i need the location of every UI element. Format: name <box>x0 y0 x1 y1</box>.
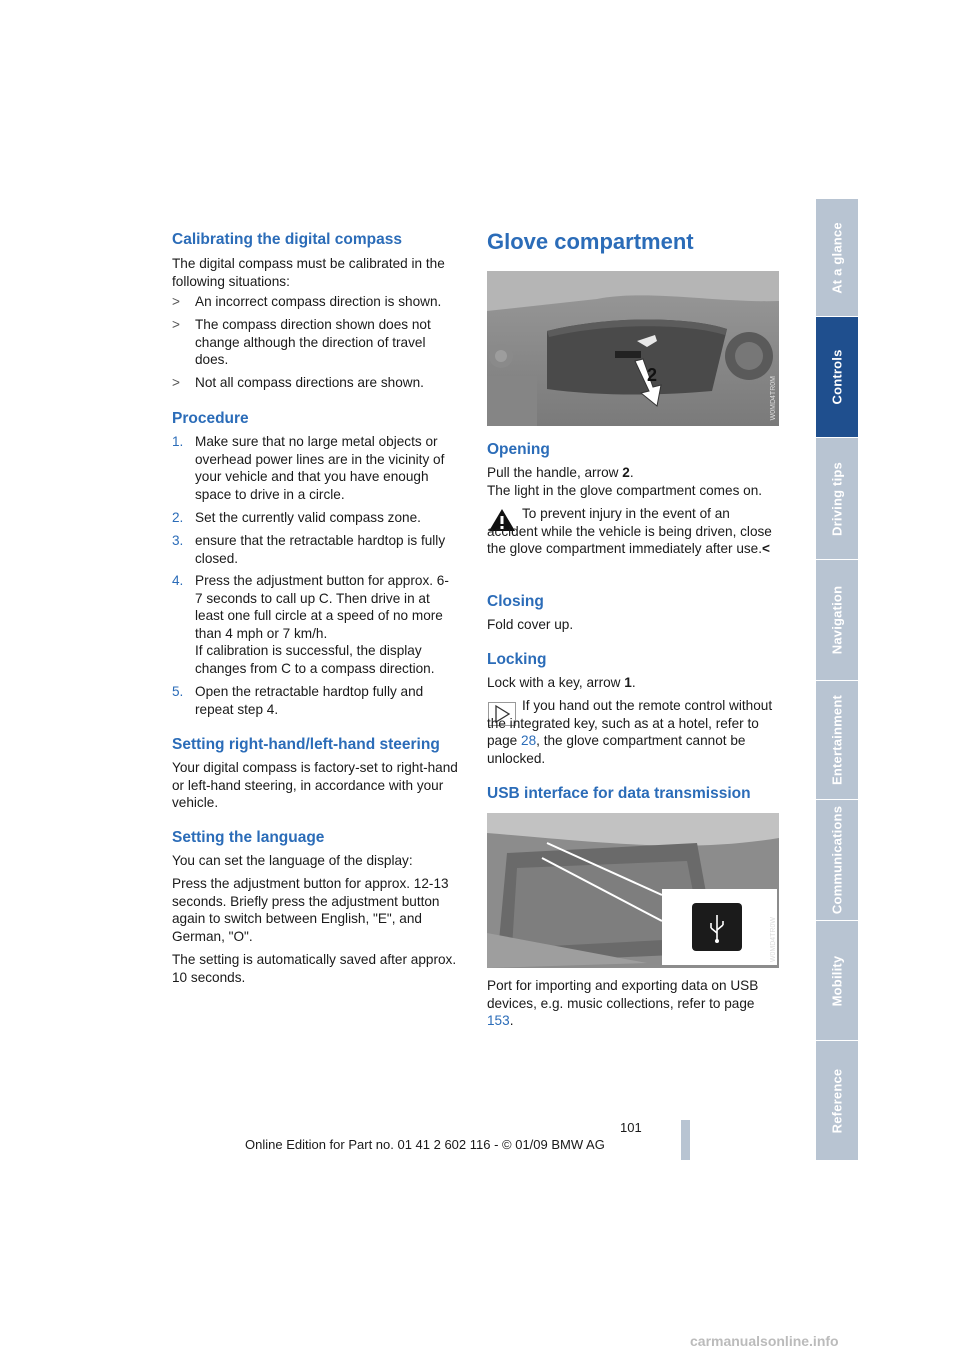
tab-label: Mobility <box>829 955 845 1006</box>
arrow-ref: 1 <box>624 675 632 690</box>
tab-controls[interactable] <box>816 316 858 437</box>
photo-code: W0MD4TR0W <box>770 916 777 962</box>
tab-label: Navigation <box>829 585 845 655</box>
list-item <box>172 293 463 311</box>
bullet-marker: > <box>172 317 180 332</box>
step-text-continued: If calibration is successful, the display changes from C to a compass direction. <box>195 643 435 676</box>
closing-heading: Closing <box>487 593 544 610</box>
tab-label: Controls <box>829 349 845 405</box>
opening-heading: Opening <box>487 441 550 458</box>
language-heading: Setting the language <box>172 829 325 846</box>
svg-text:2: 2 <box>647 365 658 385</box>
usb-text-a: Port for importing and exporting data on USB devices, e.g. music collections, refer to page <box>487 978 759 1011</box>
language-text-1: You can set the language of the display: <box>172 853 413 868</box>
usb-text <box>487 977 779 1030</box>
locking-text-a: Lock with a key, arrow <box>487 675 625 690</box>
tab-navigation[interactable] <box>816 559 858 680</box>
page-number: 101 <box>620 1120 642 1135</box>
steering-heading: Setting right-hand/left-hand steering <box>172 736 440 753</box>
step-text: ensure that the retractable hardtop is fully closed. <box>195 533 446 566</box>
warning-text-body: To prevent injury in the event of an accident while the vehicle is being driven, close the glove compartment immediately after use. <box>487 506 772 556</box>
list-item <box>172 572 463 680</box>
warning-text <box>487 505 779 558</box>
list-item-text: Not all compass directions are shown. <box>195 375 424 390</box>
tab-label: Communications <box>829 805 845 915</box>
tab-driving-tips[interactable] <box>816 437 858 559</box>
usb-interface-photo <box>487 813 779 968</box>
opening-text-2: The light in the glove compartment comes on. <box>487 483 763 498</box>
usb-heading: USB interface for data transmission <box>487 785 751 802</box>
footer-text: Online Edition for Part no. 01 41 2 602 116 - © 01/09 BMW AG <box>245 1137 605 1152</box>
tab-label: Driving tips <box>829 461 845 536</box>
note-text-b: , the glove compartment cannot be unlocked. <box>487 733 746 766</box>
step-number: 4. <box>172 573 184 588</box>
list-item-text: The compass direction shown does not change although the direction of travel does. <box>195 317 431 367</box>
bullet-marker: > <box>172 375 180 390</box>
page-marker-bar <box>681 1120 690 1160</box>
steering-text: Your digital compass is factory-set to right-hand or left-hand steering, in accordance with your vehicle. <box>172 760 458 810</box>
step-text: Make sure that no large metal objects or overhead power lines are in the vicinity of your vehicle and that you have enough space to drive in a circle. <box>195 434 445 502</box>
list-item <box>172 509 463 527</box>
compass-intro: The digital compass must be calibrated in the following situations: <box>172 256 445 289</box>
opening-text-a: Pull the handle, arrow <box>487 465 623 480</box>
usb-interface-illustration <box>487 813 779 968</box>
locking-text <box>487 674 779 692</box>
glove-compartment-illustration <box>487 271 779 426</box>
list-item <box>172 532 463 568</box>
opening-text <box>487 464 779 482</box>
locking-heading: Locking <box>487 651 547 668</box>
compass-heading: Calibrating the digital compass <box>172 231 402 248</box>
tab-mobility[interactable] <box>816 920 858 1040</box>
glove-heading: Glove compartment <box>487 229 694 254</box>
tab-label: At a glance <box>829 221 845 294</box>
list-item <box>172 683 463 719</box>
tab-label: Reference <box>829 1068 845 1134</box>
bullet-marker: > <box>172 294 180 309</box>
page-link-28[interactable]: 28 <box>521 733 537 748</box>
page-link-153[interactable]: 153 <box>487 1013 510 1028</box>
locking-text-b: . <box>631 675 636 690</box>
usb-text-b: . <box>509 1013 514 1028</box>
step-text: Open the retractable hardtop fully and repeat step 4. <box>195 684 424 717</box>
step-number: 2. <box>172 510 184 525</box>
language-text-2: Press the adjustment button for approx. 12-13 seconds. Briefly press the adjustment button again to switch between English, "E", and German, "O". <box>172 876 449 944</box>
watermark: carmanualsonline.info <box>690 1333 839 1349</box>
step-number: 5. <box>172 684 184 699</box>
tab-reference[interactable] <box>816 1040 858 1161</box>
tab-entertainment[interactable] <box>816 680 858 799</box>
procedure-heading: Procedure <box>172 410 249 427</box>
list-item <box>172 374 463 392</box>
photo-code: W0MD4TR0M <box>770 375 777 420</box>
step-text: Press the adjustment button for approx. 6-7 seconds to call up C. Then drive in at least one full circle at a speed of no more than 4 mph or 7 km/h. <box>195 573 449 641</box>
glove-compartment-photo <box>487 271 779 426</box>
closing-text: Fold cover up. <box>487 617 574 632</box>
list-item-text: An incorrect compass direction is shown. <box>195 294 442 309</box>
note-text <box>487 697 779 767</box>
list-item <box>172 316 463 370</box>
chapter-tabs <box>816 198 858 1160</box>
tab-label: Entertainment <box>829 694 845 786</box>
step-number: 3. <box>172 533 184 548</box>
end-marker: < <box>762 541 770 556</box>
tab-communications[interactable] <box>816 799 858 920</box>
tab-at-a-glance[interactable] <box>816 198 858 316</box>
list-item <box>172 433 463 505</box>
arrow-ref: 2 <box>622 465 630 480</box>
note-text-a: If you hand out the remote control without the integrated key, such as at a hotel, refer to page <box>487 698 773 748</box>
step-text: Set the currently valid compass zone. <box>195 510 421 525</box>
language-text-3: The setting is automatically saved after approx. 10 seconds. <box>172 952 457 985</box>
step-number: 1. <box>172 434 184 449</box>
opening-text-b: . <box>629 465 634 480</box>
